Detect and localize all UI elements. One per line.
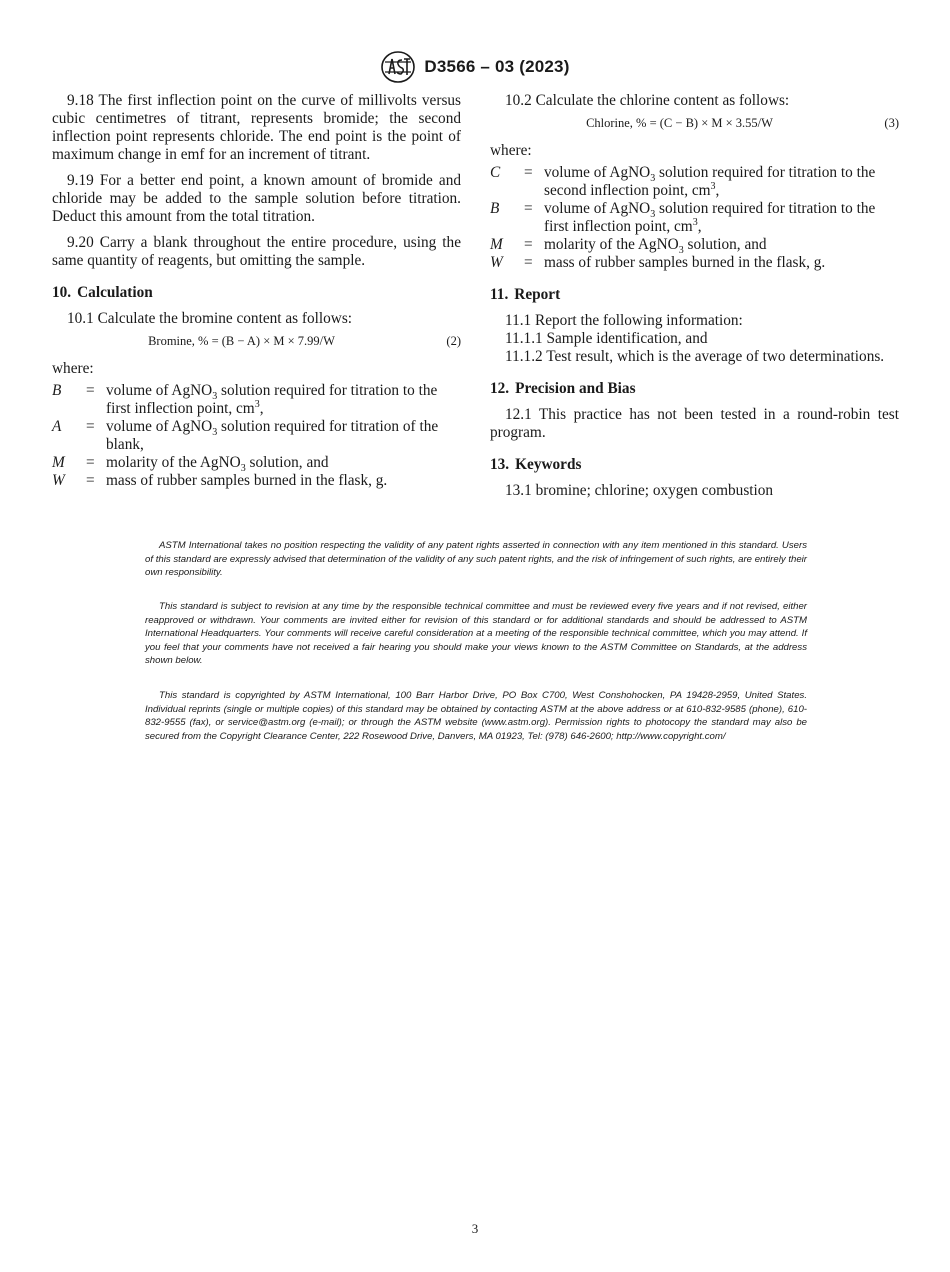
definition-text: volume of AgNO$_3$ solution required for titration to the second inflection point, $cm^3$, (544, 164, 876, 199)
definitions-table-bromine (52, 382, 461, 490)
definition-row (490, 200, 899, 236)
paragraph-11-1-1: 11.1.1 Sample identification, and (505, 330, 708, 347)
paragraph-13-1: 13.1 bromine; chlorine; oxygen combustion (505, 482, 774, 499)
definition-text: molarity of the AgNO$_3$ solution, and (544, 236, 767, 257)
page-header (0, 50, 950, 84)
right-column (490, 92, 899, 500)
section-13-heading (490, 456, 899, 474)
definition-equals: = (524, 164, 533, 181)
section-12-number: 12. (490, 380, 510, 397)
equation-3 (490, 114, 899, 132)
section-10-number: 10. (52, 284, 72, 301)
definition-row (52, 454, 461, 472)
definition-row (490, 254, 899, 272)
definition-equals: = (524, 254, 533, 271)
definition-text: mass of rubber samples burned in the flask, g. (106, 472, 388, 489)
paragraph-9-18: 9.18 The first inflection point on the curve of millivolts versus cubic centimetres of titrant, represents bromide; the second inflection point represents chloride. The end point is the point of maximum change in emf for an increment of titrant. (52, 92, 461, 163)
definition-row (490, 236, 899, 254)
definition-equals: = (86, 382, 95, 399)
section-12-heading (490, 380, 899, 398)
definition-text: mass of rubber samples burned in the flask, g. (544, 254, 826, 271)
definition-equals: = (86, 472, 95, 489)
definition-symbol: M (52, 454, 65, 471)
definition-row (52, 472, 461, 490)
section-11-heading (490, 286, 899, 304)
patent-notice-text: ASTM International takes no position respecting the validity of any patent rights asserted in connection with any item mentioned in this standard. Users of this standard are expressly advised that determination of the validity of any such patent rights, and the risk of infringement of such rights, are entirely their own responsibility. (145, 540, 807, 578)
definitions-table-chlorine (490, 164, 899, 272)
definition-text: volume of AgNO$_3$ solution required for titration to the first inflection point, $cm^3$, (106, 382, 438, 417)
patent-notice (145, 539, 807, 580)
definition-row (52, 382, 461, 418)
equation-2-formula: Bromine, % = (B − A) × M × 7.99/W (148, 334, 335, 348)
definition-symbol: B (490, 200, 500, 217)
definition-text: volume of AgNO$_3$ solution required for titration to the first inflection point, $cm^3$, (544, 200, 876, 235)
paragraph-10-2: 10.2 Calculate the chlorine content as follows: (505, 92, 790, 109)
where-label: where: (490, 142, 532, 159)
equation-3-formula: Chlorine, % = (C − B) × M × 3.55/W (586, 116, 773, 130)
definition-text: volume of AgNO$_3$ solution required for titration of the blank, (106, 418, 439, 453)
definition-equals: = (86, 454, 95, 471)
definition-equals: = (524, 200, 533, 217)
definition-symbol: W (490, 254, 503, 271)
paragraph-9-19: 9.19 For a better end point, a known amount of bromide and chloride may be added to the sample solution before titration. Deduct this amount from the total titration. (52, 172, 461, 225)
definition-equals: = (524, 236, 533, 253)
definition-symbol: M (490, 236, 503, 253)
section-13-title: Keywords (515, 456, 582, 473)
definition-symbol: C (490, 164, 501, 181)
copyright-notice-text: This standard is copyrighted by ASTM International, 100 Barr Harbor Drive, PO Box C700, West Conshohocken, PA 19428-2959, United States. Individual reprints (single or multiple copies) of this standard may be obtained by contacting ASTM at the above address or at 610-832-9585 (phone), 610-832-9555 (fax), or service@astm.org (e-mail); or through the ASTM website (www.astm.org). Permission rights to photocopy the standard may also be secured from the Copyright Clearance Center, 222 Rosewood Drive, Danvers, MA 01923, Tel: (978) 646-2600; http://www.copyright.com/ (145, 690, 807, 742)
equation-3-number: (3) (884, 116, 899, 130)
section-12-title: Precision and Bias (515, 380, 636, 397)
definition-symbol: W (52, 472, 65, 489)
section-10-heading (52, 284, 461, 302)
paragraph-9-20: 9.20 Carry a blank throughout the entire procedure, using the same quantity of reagents, but omitting the sample. (52, 234, 461, 269)
definition-symbol: A (52, 418, 62, 435)
section-10-title: Calculation (77, 284, 153, 301)
section-13-number: 13. (490, 456, 510, 473)
equation-2-number: (2) (446, 334, 461, 348)
definition-row (52, 418, 461, 454)
where-label: where: (52, 360, 94, 377)
section-11-title: Report (514, 286, 561, 303)
astm-logo-icon (380, 50, 416, 84)
section-11-number: 11. (490, 286, 509, 303)
equation-2 (52, 332, 461, 350)
paragraph-12-1: 12.1 This practice has not been tested in a round-robin test program. (490, 406, 899, 441)
standard-designation: D3566 – 03 (2023) (424, 57, 570, 76)
page-number: 3 (471, 1221, 479, 1236)
copyright-notice (145, 689, 807, 743)
definition-equals: = (86, 418, 95, 435)
revision-notice-text: This standard is subject to revision at any time by the responsible technical committee and must be reviewed every five years and if not revised, either reapproved or withdrawn. Your comments are invited either for revision of this standard or for additional standards and should be addressed to ASTM International Headquarters. Your comments will receive careful consideration at a meeting of the responsible technical committee, which you may attend. If you feel that your comments have not received a fair hearing you should make your views known to the ASTM Committee on Standards, at the address shown below. (145, 601, 807, 666)
revision-notice (145, 600, 807, 668)
definition-text: molarity of the AgNO$_3$ solution, and (106, 454, 329, 475)
paragraph-11-1: 11.1 Report the following information: (505, 312, 743, 329)
definition-row (490, 164, 899, 200)
paragraph-11-1-2: 11.1.2 Test result, which is the average of two determinations. (505, 348, 885, 365)
paragraph-10-1: 10.1 Calculate the bromine content as follows: (67, 310, 353, 327)
definition-symbol: B (52, 382, 62, 399)
left-column (52, 92, 461, 490)
